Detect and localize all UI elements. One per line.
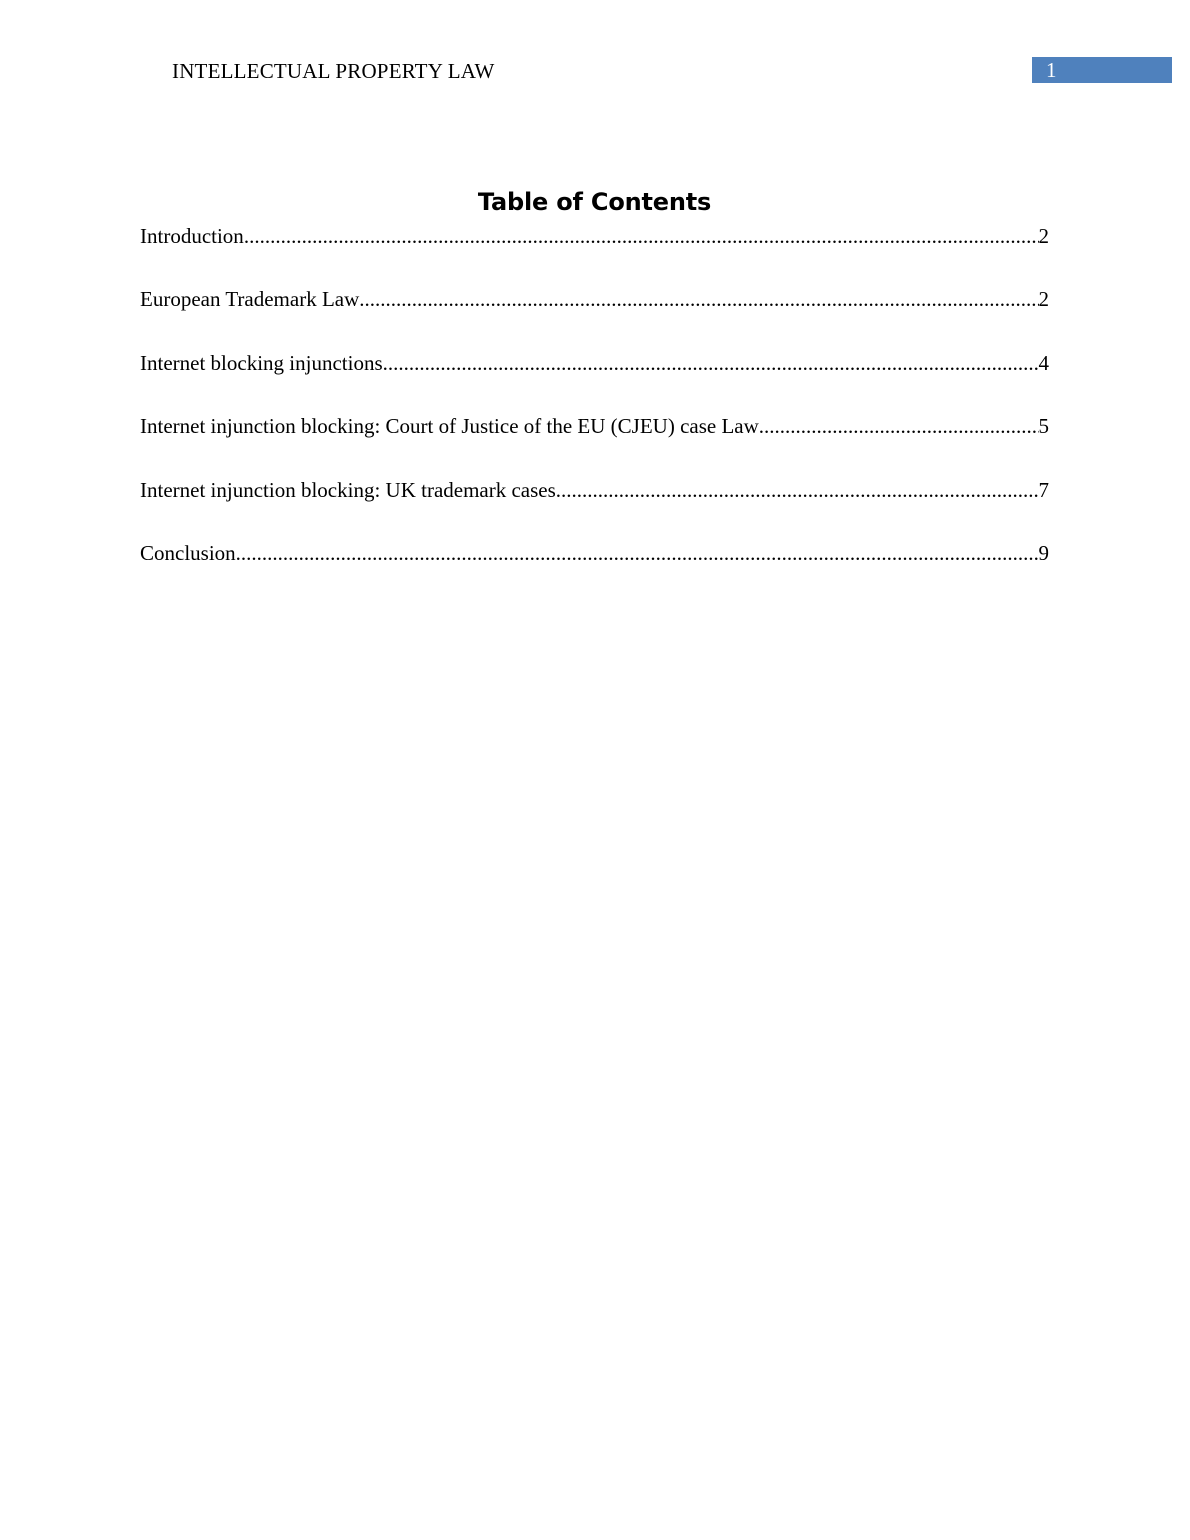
toc-entry-label: Internet injunction blocking: UK trademark cases [140, 477, 556, 502]
toc-entry-uk-trademark-cases[interactable] [140, 477, 1049, 540]
page-header [0, 0, 1190, 100]
toc-list [140, 223, 1049, 603]
toc-entry-page: 7 [1038, 477, 1049, 502]
toc-dot-leader [244, 223, 1039, 249]
toc-dot-leader [556, 477, 1039, 503]
toc-entry-introduction[interactable] [140, 223, 1049, 286]
toc-entry-page: 2 [1038, 224, 1049, 248]
toc-entry-label: Internet injunction blocking: Court of Justice of the EU (CJEU) case Law [140, 414, 759, 439]
toc-entry-conclusion[interactable] [140, 540, 1049, 603]
toc-entry-label: Conclusion [140, 540, 236, 565]
toc-dot-leader [759, 413, 1039, 439]
page-number: 1 [1046, 58, 1057, 82]
table-of-contents [140, 185, 1049, 603]
toc-entry-page: 4 [1038, 350, 1049, 375]
toc-entry-page: 9 [1038, 540, 1049, 565]
toc-entry-internet-blocking-injunctions[interactable] [140, 350, 1049, 413]
toc-entry-label: European Trademark Law [140, 287, 360, 312]
toc-entry-cjeu-case-law[interactable] [140, 413, 1049, 476]
toc-dot-leader [359, 286, 1038, 312]
toc-entry-label: Introduction [140, 224, 244, 248]
toc-heading: Table of Contents [477, 188, 712, 216]
page-number-badge [1032, 57, 1172, 83]
toc-entry-european-trademark-law[interactable] [140, 286, 1049, 349]
toc-dot-leader [383, 350, 1039, 376]
toc-entry-page: 5 [1038, 414, 1049, 439]
toc-entry-page: 2 [1038, 287, 1049, 312]
toc-entry-label: Internet blocking injunctions [140, 350, 383, 375]
toc-dot-leader [236, 540, 1039, 566]
running-header-title: INTELLECTUAL PROPERTY LAW [172, 59, 495, 83]
